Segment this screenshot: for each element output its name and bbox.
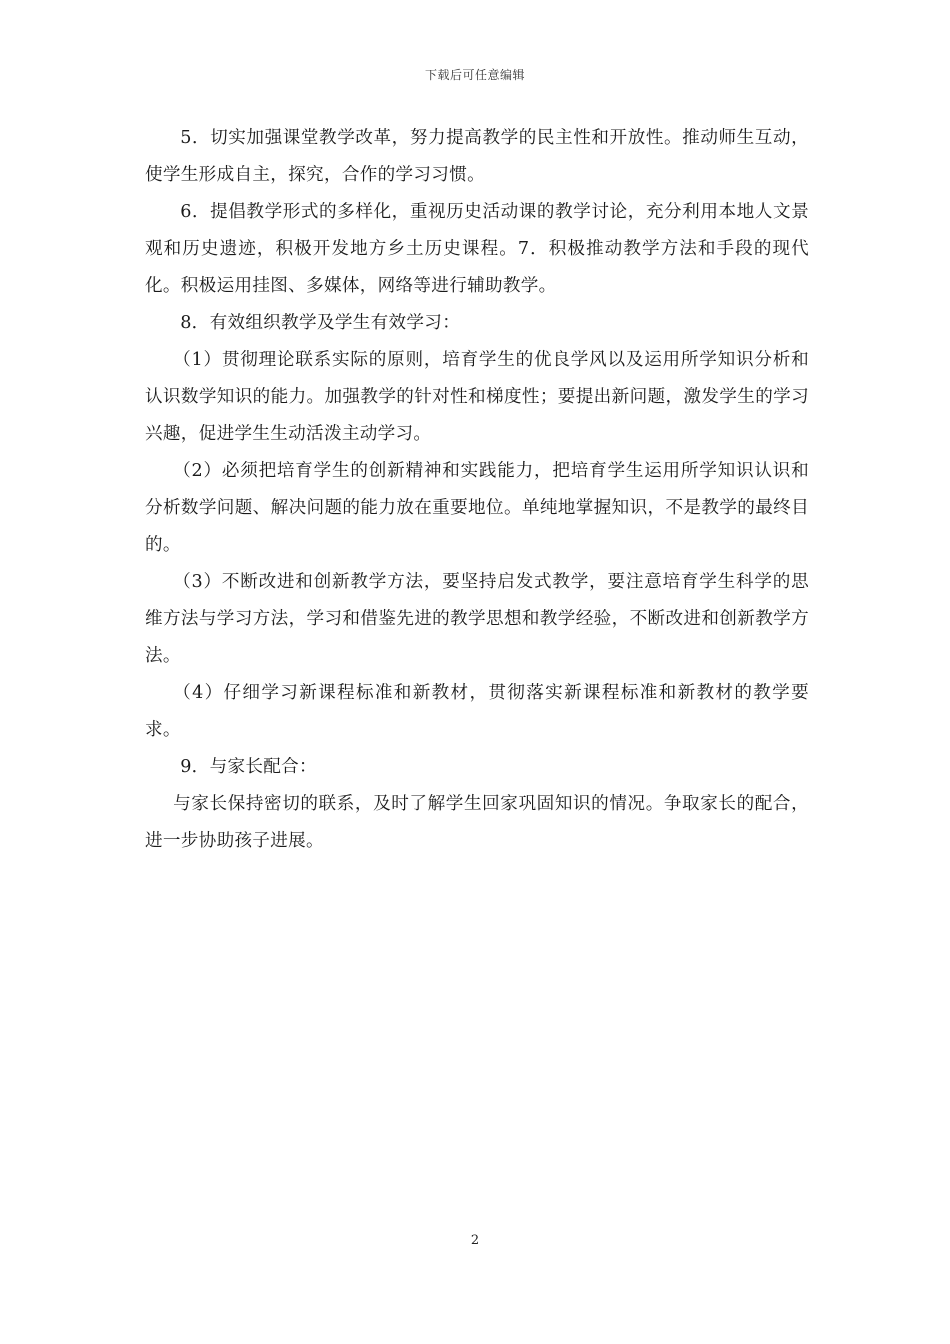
paragraph-subitem-4: （4）仔细学习新课程标准和新教材，贯彻落实新课程标准和新教材的教学要求。 xyxy=(145,683,809,740)
paragraph-item-5: 5．切实加强课堂教学改革，努力提高教学的民主性和开放性。推动师生互动，使学生形成自主，探究，合作的学习习惯。 xyxy=(145,128,809,185)
paragraph-subitem-1: （1）贯彻理论联系实际的原则，培育学生的优良学风以及运用所学知识分析和认识数学知识的能力。加强教学的针对性和梯度性；要提出新问题，激发学生的学习兴趣，促进学生生动活泼主动学习。 xyxy=(145,350,809,444)
document-body xyxy=(145,120,809,860)
paragraph-item-9-body: 与家长保持密切的联系，及时了解学生回家巩固知识的情况。争取家长的配合，进一步协助孩子进展。 xyxy=(145,794,809,851)
paragraph-subitem-2: （2）必须把培育学生的创新精神和实践能力，把培育学生运用所学知识认识和分析数学问题、解决问题的能力放在重要地位。单纯地掌握知识，不是教学的最终目的。 xyxy=(145,461,809,555)
paragraph-item-8-heading: 8．有效组织教学及学生有效学习： xyxy=(180,313,461,333)
paragraph-item-6-7: 6．提倡教学形式的多样化，重视历史活动课的教学讨论，充分利用本地人文景观和历史遗迹，积极开发地方乡土历史课程。7．积极推动教学方法和手段的现代化。积极运用挂图、多媒体，网络等进行辅助教学。 xyxy=(145,202,809,296)
page-header: 下载后可任意编辑 xyxy=(424,68,525,82)
paragraph-subitem-3: （3）不断改进和创新教学方法，要坚持启发式教学，要注意培育学生科学的思维方法与学习方法，学习和借鉴先进的教学思想和教学经验，不断改进和创新教学方法。 xyxy=(145,572,809,666)
page-number: 2 xyxy=(470,1233,480,1248)
paragraph-item-9-heading: 9．与家长配合： xyxy=(180,757,317,777)
